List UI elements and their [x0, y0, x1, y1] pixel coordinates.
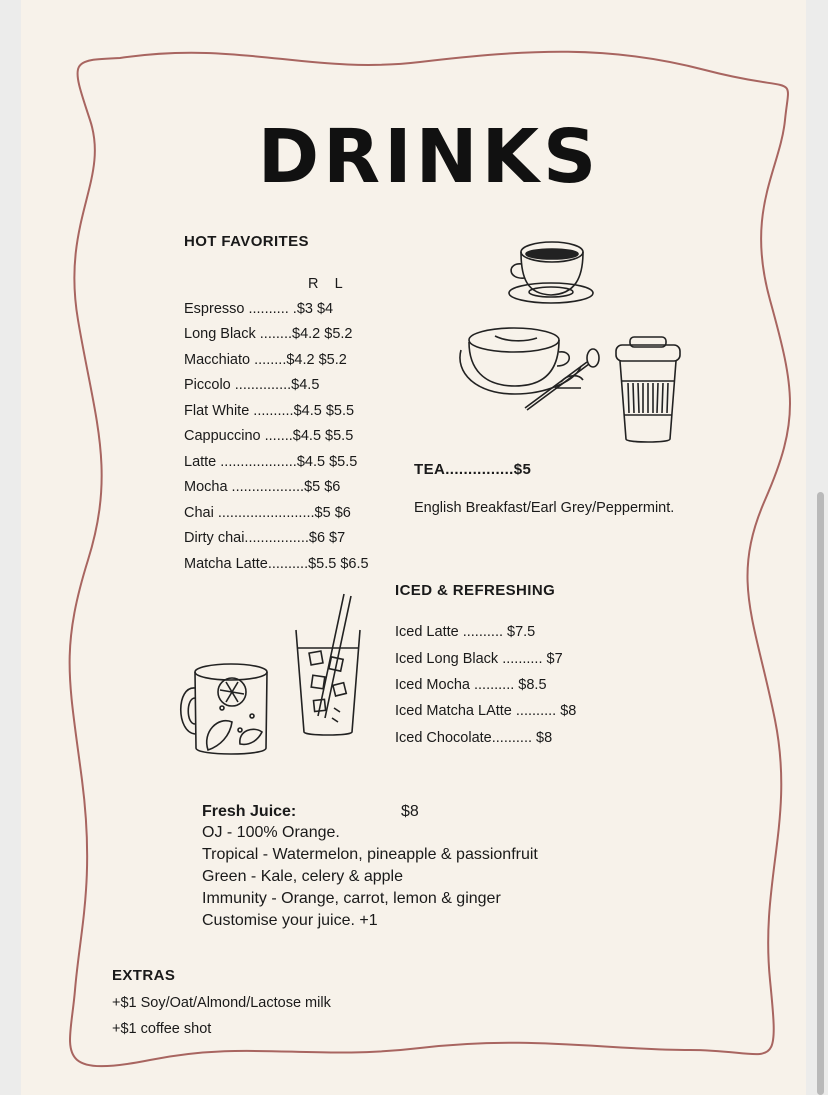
fresh-juice-heading: Fresh Juice: — [202, 803, 297, 820]
juice-line: Immunity - Orange, carrot, lemon & ginger — [202, 890, 501, 907]
menu-item: Iced Latte .......... $7.5 — [395, 624, 536, 640]
menu-item: Chai ........................$5 $6 — [184, 505, 351, 521]
espresso-cup-icon — [505, 238, 597, 306]
menu-item: Dirty chai................$6 $7 — [184, 530, 346, 546]
juice-line: Green - Kale, celery & apple — [202, 868, 403, 885]
menu-item: Macchiato ........$4.2 $5.2 — [184, 352, 347, 368]
menu-item: Matcha Latte..........$5.5 $6.5 — [184, 556, 369, 572]
menu-item: Iced Mocha .......... $8.5 — [395, 677, 547, 693]
page-title: DRINKS — [257, 114, 601, 200]
latte-cup-icon — [455, 322, 605, 414]
juice-line: Customise your juice. +1 — [202, 912, 378, 929]
menu-item: Piccolo ..............$4.5 — [184, 377, 320, 393]
juice-line: Tropical - Watermelon, pineapple & passionfruit — [202, 846, 538, 863]
iced-glass-icon — [294, 592, 366, 740]
juice-line: OJ - 100% Orange. — [202, 824, 340, 841]
tea-heading: TEA...............$5 — [414, 461, 532, 478]
juice-jar-icon — [174, 660, 274, 760]
hot-favorites-heading: HOT FAVORITES — [184, 233, 309, 250]
extras-line: +$1 coffee shot — [112, 1021, 212, 1037]
menu-item: Latte ...................$4.5 $5.5 — [184, 454, 358, 470]
takeaway-cup-icon — [612, 335, 684, 447]
fresh-juice-price: $8 — [401, 803, 419, 820]
extras-heading: EXTRAS — [112, 967, 176, 984]
tea-description: English Breakfast/Earl Grey/Peppermint. — [414, 500, 675, 516]
menu-item: Iced Chocolate.......... $8 — [395, 730, 553, 746]
menu-item: Mocha ..................$5 $6 — [184, 479, 341, 495]
size-header: R L — [308, 276, 343, 292]
extras-line: +$1 Soy/Oat/Almond/Lactose milk — [112, 995, 331, 1011]
menu-item: Cappuccino .......$4.5 $5.5 — [184, 428, 354, 444]
iced-heading: ICED & REFRESHING — [395, 582, 556, 599]
menu-item: Flat White ..........$4.5 $5.5 — [184, 403, 355, 419]
menu-item: Iced Matcha LAtte .......... $8 — [395, 703, 577, 719]
menu-item: Long Black ........$4.2 $5.2 — [184, 326, 353, 342]
menu-item: Iced Long Black .......... $7 — [395, 651, 563, 667]
menu-item: Espresso .......... .$3 $4 — [184, 301, 334, 317]
